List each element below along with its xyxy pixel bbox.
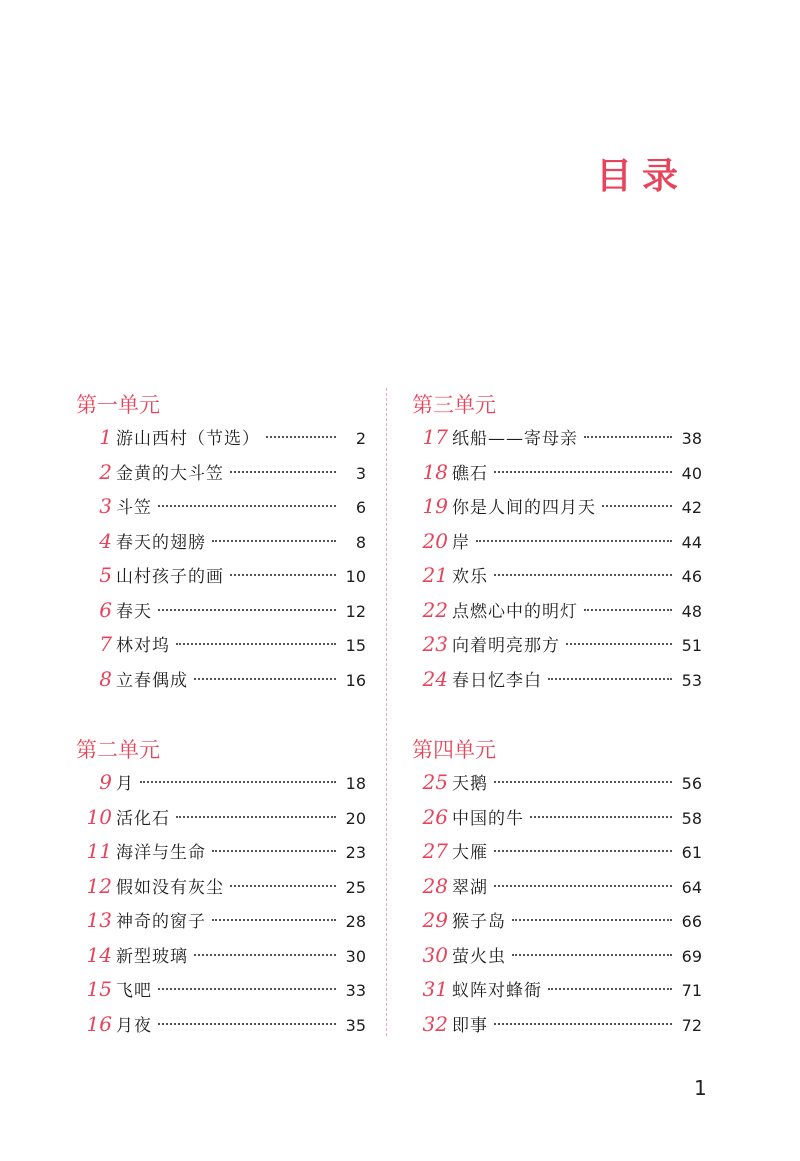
unit-section xyxy=(412,735,702,1041)
lesson-title: 礁石 xyxy=(452,463,488,484)
lesson-number: 28 xyxy=(422,873,448,898)
lesson-title: 春天的翅膀 xyxy=(116,532,206,553)
toc-entry[interactable] xyxy=(76,938,366,973)
lesson-title: 林对坞 xyxy=(116,636,170,656)
lesson-number: 5 xyxy=(99,563,112,587)
page-ref: 48 xyxy=(681,601,702,621)
toc-entry[interactable] xyxy=(76,524,366,559)
page-ref: 28 xyxy=(345,912,366,931)
toc-entry[interactable] xyxy=(412,662,702,697)
lesson-number: 21 xyxy=(422,563,448,587)
toc-entry[interactable] xyxy=(76,800,366,835)
lesson-number: 3 xyxy=(99,494,112,518)
lesson-title: 点燃心中的明灯 xyxy=(452,601,578,622)
page-ref: 56 xyxy=(681,774,702,793)
lesson-number: 4 xyxy=(99,528,112,553)
page-ref: 33 xyxy=(345,981,366,1000)
lesson-title: 欢乐 xyxy=(452,567,488,587)
lesson-title: 岸 xyxy=(452,532,470,553)
dot-leader xyxy=(140,781,336,783)
dot-leader xyxy=(158,988,336,990)
page-ref: 10 xyxy=(345,567,366,586)
lesson-number: 20 xyxy=(422,528,448,553)
page-ref: 46 xyxy=(681,567,702,586)
lesson-title: 天鹅 xyxy=(452,774,488,794)
toc-entry[interactable] xyxy=(76,972,366,1007)
dot-leader xyxy=(584,436,672,438)
dot-leader xyxy=(230,885,336,887)
page-ref: 64 xyxy=(681,877,702,897)
dot-leader xyxy=(494,471,672,473)
page-ref: 51 xyxy=(681,636,702,655)
page-ref: 42 xyxy=(681,498,702,517)
unit-title: 第一单元 xyxy=(76,393,160,417)
toc-entry[interactable] xyxy=(76,1007,366,1042)
lesson-number: 7 xyxy=(99,632,112,656)
lesson-title: 山村孩子的画 xyxy=(116,567,224,587)
page-title: 目录 xyxy=(596,156,689,197)
lesson-number: 31 xyxy=(422,977,448,1001)
lesson-title: 猴子岛 xyxy=(452,912,506,932)
lesson-title: 你是人间的四月天 xyxy=(452,498,596,518)
lesson-number: 2 xyxy=(99,459,112,484)
lesson-title: 斗笠 xyxy=(116,498,152,518)
dot-leader xyxy=(212,850,336,852)
toc-entry[interactable] xyxy=(412,869,702,904)
toc-entry[interactable] xyxy=(76,558,366,593)
page-ref: 38 xyxy=(681,429,702,448)
unit-title: 第三单元 xyxy=(412,393,496,417)
dot-leader xyxy=(266,436,336,438)
page-ref: 12 xyxy=(345,601,366,621)
dot-leader xyxy=(530,816,672,818)
lesson-title: 新型玻璃 xyxy=(116,946,188,967)
toc-entry[interactable] xyxy=(76,765,366,800)
page-ref: 18 xyxy=(345,774,366,793)
dot-leader xyxy=(494,1023,672,1025)
lesson-number: 18 xyxy=(422,459,448,484)
dot-leader xyxy=(548,678,672,680)
page-ref: 72 xyxy=(681,1015,702,1035)
dot-leader xyxy=(494,885,672,887)
lesson-title: 游山西村（节选） xyxy=(116,429,260,449)
lesson-number: 11 xyxy=(86,839,112,863)
lesson-title: 向着明亮那方 xyxy=(452,636,560,656)
dot-leader xyxy=(512,954,672,956)
toc-entry[interactable] xyxy=(76,489,366,524)
lesson-number: 6 xyxy=(99,597,112,622)
dot-leader xyxy=(494,574,672,576)
toc-entry[interactable] xyxy=(412,903,702,938)
lesson-title: 海洋与生命 xyxy=(116,843,206,863)
lesson-number: 12 xyxy=(86,873,112,898)
toc-entry[interactable] xyxy=(412,455,702,490)
lesson-number: 29 xyxy=(422,908,448,932)
dot-leader xyxy=(476,540,672,542)
dot-leader xyxy=(158,1023,336,1025)
column-divider xyxy=(386,388,387,1036)
toc-entry[interactable] xyxy=(412,420,702,455)
unit-section xyxy=(76,390,366,696)
lesson-number: 15 xyxy=(86,977,112,1001)
toc-entry[interactable] xyxy=(76,834,366,869)
toc-entry[interactable] xyxy=(76,869,366,904)
lesson-number: 24 xyxy=(422,666,448,691)
dot-leader xyxy=(194,678,336,680)
lesson-number: 32 xyxy=(422,1011,448,1036)
lesson-title: 假如没有灰尘 xyxy=(116,877,224,898)
lesson-title: 即事 xyxy=(452,1015,488,1036)
lesson-number: 14 xyxy=(86,942,112,967)
lesson-number: 17 xyxy=(422,425,448,449)
dot-leader xyxy=(212,540,336,542)
lesson-title: 大雁 xyxy=(452,843,488,863)
dot-leader xyxy=(230,574,336,576)
lesson-title: 萤火虫 xyxy=(452,946,506,967)
toc-entry[interactable] xyxy=(412,1007,702,1042)
lesson-number: 27 xyxy=(422,839,448,863)
toc-entry[interactable] xyxy=(412,627,702,662)
toc-entry[interactable] xyxy=(76,420,366,455)
page-ref: 6 xyxy=(355,498,366,517)
dot-leader xyxy=(158,505,336,507)
dot-leader xyxy=(494,850,672,852)
dot-leader xyxy=(548,988,672,990)
page-ref: 15 xyxy=(345,636,366,655)
page-ref: 66 xyxy=(681,912,702,931)
dot-leader xyxy=(176,816,336,818)
lesson-title: 蚁阵对蜂衙 xyxy=(452,981,542,1001)
page-number: 1 xyxy=(694,1076,707,1100)
page-ref: 8 xyxy=(355,532,366,552)
page-ref: 35 xyxy=(345,1015,366,1035)
lesson-title: 活化石 xyxy=(116,808,170,829)
toc-entry[interactable] xyxy=(412,834,702,869)
dot-leader xyxy=(584,609,672,611)
dot-leader xyxy=(230,471,336,473)
lesson-number: 1 xyxy=(99,425,112,449)
page-ref: 16 xyxy=(345,670,366,690)
lesson-number: 9 xyxy=(99,770,112,794)
toc-entry[interactable] xyxy=(412,972,702,1007)
dot-leader xyxy=(176,643,336,645)
page-ref: 30 xyxy=(345,946,366,966)
lesson-title: 月 xyxy=(116,774,134,794)
unit-title: 第二单元 xyxy=(76,738,160,762)
toc-entry[interactable] xyxy=(412,558,702,593)
lesson-number: 26 xyxy=(422,804,448,829)
page-ref: 23 xyxy=(345,843,366,862)
dot-leader xyxy=(158,609,336,611)
page-ref: 69 xyxy=(681,946,702,966)
lesson-number: 13 xyxy=(86,908,112,932)
unit-section xyxy=(412,390,702,696)
lesson-number: 25 xyxy=(422,770,448,794)
unit-title: 第四单元 xyxy=(412,738,496,762)
lesson-title: 月夜 xyxy=(116,1015,152,1036)
page-ref: 40 xyxy=(681,463,702,483)
page-ref: 2 xyxy=(355,429,366,448)
toc-entry[interactable] xyxy=(412,593,702,628)
toc-entry[interactable] xyxy=(76,903,366,938)
unit-section xyxy=(76,735,366,1041)
lesson-number: 10 xyxy=(86,804,112,829)
lesson-number: 22 xyxy=(422,597,448,622)
page-ref: 53 xyxy=(681,670,702,690)
lesson-title: 春天 xyxy=(116,601,152,622)
page-ref: 25 xyxy=(345,877,366,897)
page-ref: 61 xyxy=(681,843,702,862)
toc-entry[interactable] xyxy=(412,524,702,559)
lesson-number: 8 xyxy=(99,666,112,691)
toc-entry[interactable] xyxy=(412,800,702,835)
dot-leader xyxy=(512,919,672,921)
page-ref: 58 xyxy=(681,808,702,828)
toc-entry[interactable] xyxy=(76,662,366,697)
lesson-title: 神奇的窗子 xyxy=(116,912,206,932)
lesson-title: 飞吧 xyxy=(116,981,152,1001)
toc-entry[interactable] xyxy=(76,627,366,662)
lesson-title: 金黄的大斗笠 xyxy=(116,463,224,484)
toc-entry[interactable] xyxy=(412,489,702,524)
page-ref: 20 xyxy=(345,808,366,828)
page-ref: 71 xyxy=(681,981,702,1000)
lesson-title: 中国的牛 xyxy=(452,808,524,829)
dot-leader xyxy=(566,643,672,645)
lesson-title: 春日忆李白 xyxy=(452,670,542,691)
dot-leader xyxy=(602,505,672,507)
lesson-title: 翠湖 xyxy=(452,877,488,898)
page-ref: 44 xyxy=(681,532,702,552)
toc-entry[interactable] xyxy=(412,765,702,800)
lesson-number: 16 xyxy=(86,1011,112,1036)
toc-entry[interactable] xyxy=(76,593,366,628)
lesson-number: 30 xyxy=(422,942,448,967)
lesson-title: 纸船——寄母亲 xyxy=(452,429,578,449)
dot-leader xyxy=(494,781,672,783)
page-ref: 3 xyxy=(355,463,366,483)
lesson-number: 19 xyxy=(422,494,448,518)
dot-leader xyxy=(194,954,336,956)
lesson-title: 立春偶成 xyxy=(116,670,188,691)
toc-entry[interactable] xyxy=(76,455,366,490)
dot-leader xyxy=(212,919,336,921)
toc-entry[interactable] xyxy=(412,938,702,973)
lesson-number: 23 xyxy=(422,632,448,656)
